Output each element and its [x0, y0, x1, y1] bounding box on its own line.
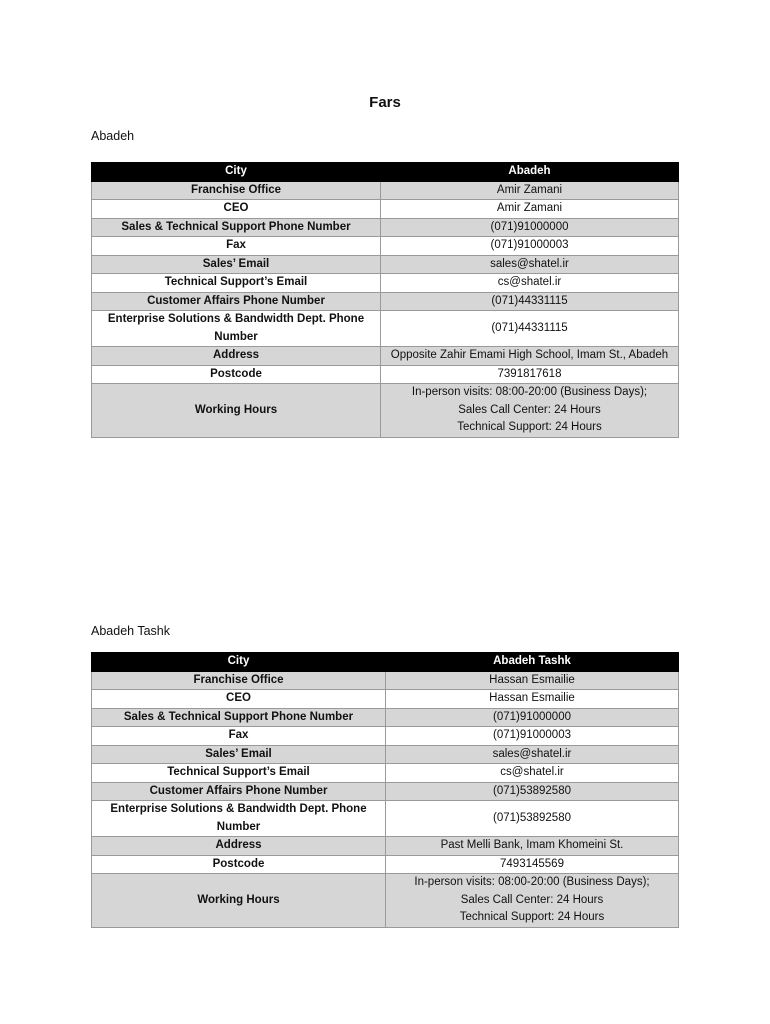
table-row	[92, 218, 679, 237]
value-line: Technical Support: 24 Hours	[457, 421, 602, 433]
field-value-cell	[386, 801, 679, 837]
table-row	[92, 200, 679, 219]
field-value-cell	[381, 365, 679, 384]
table-row	[92, 764, 679, 783]
table-row	[92, 255, 679, 274]
field-name-cell: Enterprise Solutions & Bandwidth Dept. Phone Number	[92, 311, 381, 347]
field-name-cell: Customer Affairs Phone Number	[92, 292, 381, 311]
value-line: In-person visits: 08:00-20:00 (Business Days);	[414, 876, 650, 888]
field-value-cell	[381, 384, 679, 438]
field-name-cell: Fax	[92, 727, 386, 746]
table-row	[92, 801, 679, 837]
section-label-abadeh-tashk: Abadeh Tashk	[91, 624, 170, 638]
table-row	[92, 855, 679, 874]
value-line: Hassan Esmailie	[489, 692, 575, 704]
value-line: sales@shatel.ir	[490, 257, 569, 270]
field-value-cell	[381, 181, 679, 200]
header-key-cell: City	[92, 163, 381, 182]
field-name-cell: Technical Support’s Email	[92, 764, 386, 783]
field-name-cell: Customer Affairs Phone Number	[92, 782, 386, 801]
value-line: (071)44331115	[491, 294, 568, 307]
field-name-cell: Sales’ Email	[92, 255, 381, 274]
value-line: (071)44331115	[491, 321, 568, 334]
field-name-cell: Postcode	[92, 365, 381, 384]
field-value-cell	[381, 311, 679, 347]
field-name-cell: Fax	[92, 237, 381, 256]
table-row	[92, 782, 679, 801]
field-name-cell: Address	[92, 347, 381, 366]
value-line: Amir Zamani	[496, 183, 563, 196]
value-line: (071)53892580	[492, 784, 571, 797]
table-row	[92, 384, 679, 438]
table-header-row	[92, 163, 679, 182]
field-value-cell	[386, 764, 679, 783]
value-line: (071)91000000	[492, 710, 571, 723]
value-line: sales@shatel.ir	[492, 747, 572, 760]
section-label-abadeh: Abadeh	[91, 129, 135, 143]
header-key-cell: City	[92, 653, 386, 672]
field-value-cell	[381, 347, 679, 366]
field-name-cell: Sales’ Email	[92, 745, 386, 764]
table-row	[92, 292, 679, 311]
field-name-cell: CEO	[92, 200, 381, 219]
value-line: cs@shatel.ir	[497, 276, 562, 288]
field-value-cell	[386, 727, 679, 746]
field-value-cell	[381, 255, 679, 274]
field-value-cell	[386, 874, 679, 928]
field-value-cell	[381, 200, 679, 219]
value-line: 7493145569	[500, 857, 564, 870]
info-table-abadeh	[91, 162, 679, 438]
table-row	[92, 671, 679, 690]
table-row	[92, 274, 679, 293]
value-line: Past Melli Bank, Imam Khomeini St.	[440, 839, 624, 851]
field-name-cell: Postcode	[92, 855, 386, 874]
value-line: (071)91000000	[490, 220, 569, 233]
field-value-cell	[381, 292, 679, 311]
info-table-abadeh-tashk	[91, 652, 679, 928]
table-row	[92, 181, 679, 200]
table-row	[92, 874, 679, 928]
table-row	[92, 365, 679, 384]
field-value-cell	[381, 274, 679, 293]
table-row	[92, 745, 679, 764]
table-row	[92, 311, 679, 347]
field-value-cell	[386, 837, 679, 856]
field-value-cell	[386, 708, 679, 727]
table-row	[92, 347, 679, 366]
value-line: Hassan Esmailie	[489, 673, 575, 686]
field-name-cell: Enterprise Solutions & Bandwidth Dept. Phone Number	[92, 801, 386, 837]
value-line: cs@shatel.ir	[500, 766, 564, 778]
value-line: 7391817618	[497, 367, 562, 380]
value-line: In-person visits: 08:00-20:00 (Business Days);	[411, 386, 648, 398]
value-line: Sales Call Center: 24 Hours	[460, 893, 604, 906]
field-value-cell	[386, 690, 679, 709]
field-name-cell: Sales & Technical Support Phone Number	[92, 708, 386, 727]
value-line: (071)91000003	[492, 729, 571, 741]
page-title: Fars	[369, 94, 401, 111]
field-name-cell: Address	[92, 837, 386, 856]
table-row	[92, 727, 679, 746]
table-header-row	[92, 653, 679, 672]
field-value-cell	[381, 218, 679, 237]
header-value-cell: Abadeh	[381, 163, 679, 182]
field-value-cell	[386, 745, 679, 764]
field-name-cell: Technical Support’s Email	[92, 274, 381, 293]
field-name-cell: Franchise Office	[92, 671, 386, 690]
field-name-cell: CEO	[92, 690, 386, 709]
field-value-cell	[381, 237, 679, 256]
table-row	[92, 237, 679, 256]
table-row	[92, 837, 679, 856]
field-value-cell	[386, 855, 679, 874]
field-value-cell	[386, 782, 679, 801]
field-name-cell: Working Hours	[92, 384, 381, 438]
value-line: Sales Call Center: 24 Hours	[458, 403, 601, 416]
value-line: (071)53892580	[492, 811, 571, 824]
table-row	[92, 690, 679, 709]
value-line: (071)91000003	[490, 239, 569, 251]
field-name-cell: Sales & Technical Support Phone Number	[92, 218, 381, 237]
header-value-cell: Abadeh Tashk	[386, 653, 679, 672]
field-value-cell	[386, 671, 679, 690]
table-row	[92, 708, 679, 727]
value-line: Technical Support: 24 Hours	[459, 911, 605, 923]
field-name-cell: Franchise Office	[92, 181, 381, 200]
value-line: Amir Zamani	[496, 202, 563, 214]
field-name-cell: Working Hours	[92, 874, 386, 928]
value-line: Opposite Zahir Emami High School, Imam St., Abadeh	[390, 349, 669, 361]
